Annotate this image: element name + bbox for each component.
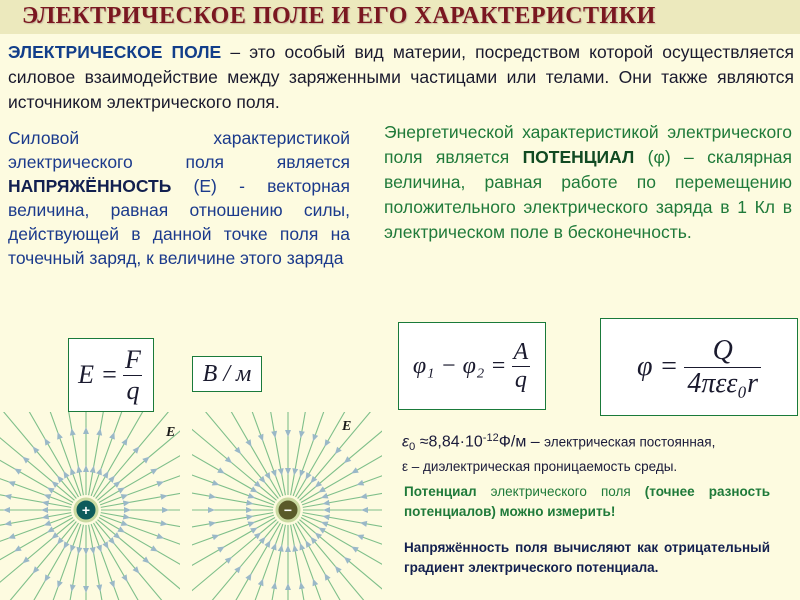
field-arrow <box>258 434 264 442</box>
field-arrow <box>83 465 89 472</box>
field-arrow <box>212 480 220 486</box>
page-title: ЭЛЕКТРИЧЕСКОЕ ПОЛЕ И ЕГО ХАРАКТЕРИСТИКИ <box>22 3 656 29</box>
field-arrow <box>299 582 305 589</box>
phi2-numerator: Q <box>712 334 733 366</box>
field-line <box>99 518 180 576</box>
phi-lhs: φ₁ − φ₂ = <box>412 352 507 379</box>
field-arrow <box>357 480 365 486</box>
field-arrow <box>121 494 129 500</box>
field-line <box>301 518 382 576</box>
field-arrow <box>83 586 89 593</box>
field-arrow <box>160 494 167 500</box>
field-arrow <box>121 438 127 446</box>
field-arrow <box>351 547 359 553</box>
field-arrow <box>64 541 70 549</box>
epsilon-approx: ≈8,84·10 <box>415 433 483 451</box>
field-arrow <box>285 545 291 552</box>
field-arrow <box>156 533 164 539</box>
epsilon-exp: -12 <box>482 432 499 444</box>
field-arrow <box>83 427 89 434</box>
field-arrow <box>4 494 11 500</box>
field-arrow <box>90 547 96 554</box>
field-arrow <box>292 468 298 475</box>
field-arrow <box>300 543 306 551</box>
field-arrow <box>45 438 51 446</box>
field-line <box>192 520 277 594</box>
field-arrow <box>76 547 82 554</box>
field-line <box>223 412 281 497</box>
field-arrow <box>41 507 48 513</box>
field-line <box>63 412 83 495</box>
field-line <box>0 518 73 576</box>
field-arrow <box>96 584 102 591</box>
field-arrow <box>360 493 367 499</box>
field-line <box>298 521 372 600</box>
field-line <box>0 515 72 554</box>
field-arrow <box>292 544 298 551</box>
field-arrow <box>271 543 277 551</box>
field-arrow <box>246 500 253 506</box>
potential-term: ПОТЕНЦИАЛ <box>522 147 635 167</box>
field-arrow <box>212 535 220 541</box>
field-arrow <box>245 573 251 581</box>
field-arrow <box>351 467 359 473</box>
field-arrow <box>70 468 76 476</box>
field-arrow <box>96 428 102 435</box>
field-arrow <box>323 507 330 513</box>
field-arrow <box>321 493 329 499</box>
field-arrow <box>325 439 331 447</box>
field-arrow <box>299 431 305 438</box>
field-arrow <box>102 541 108 549</box>
field-line <box>192 515 274 554</box>
right-part1: Энергетической характеристикой электрического поля является <box>384 122 792 167</box>
field-arrow <box>90 466 96 473</box>
intro-term: ЭЛЕКТРИЧЕСКОЕ ПОЛЕ <box>8 42 222 62</box>
field-arrow <box>306 472 312 480</box>
field-arrow <box>209 493 216 499</box>
field-arrow <box>76 466 82 473</box>
field-arrow <box>209 521 216 527</box>
field-line <box>94 523 152 600</box>
epsilon-note <box>402 428 798 477</box>
e-fraction <box>122 345 144 406</box>
field-arrow <box>357 535 365 541</box>
epsilon-desc1: электрическая постоянная, <box>544 434 716 450</box>
field-arrow <box>57 580 63 588</box>
phi2-lhs: φ = <box>636 351 679 382</box>
field-arrow <box>246 507 253 513</box>
field-line <box>298 412 372 499</box>
field-arrow <box>109 432 115 440</box>
epsilon-symbol: ε <box>402 433 410 451</box>
field-line <box>296 523 354 600</box>
epsilon-sub: 0 <box>409 441 416 454</box>
field-arrow <box>57 432 63 440</box>
field-line <box>91 524 130 600</box>
negative-field-label: E <box>342 419 352 434</box>
field-strength-paragraph <box>8 126 350 270</box>
right-part2: (φ) – скалярная величина, равная работе по перемещению положительного электрического заряда в 1 Кл в электрическом поле в бесконечность. <box>384 147 792 242</box>
field-line <box>0 445 73 503</box>
field-arrow <box>250 486 258 492</box>
phi2-denominator: 4πεε₀r <box>684 367 761 400</box>
field-arrow <box>318 486 326 492</box>
field-arrow <box>271 470 277 478</box>
field-arrow <box>313 579 319 587</box>
field-arrow <box>70 584 76 591</box>
field-line <box>204 412 278 499</box>
field-strength-term: НАПРЯЖЁННОСТЬ <box>8 176 172 196</box>
epsilon-line2: ε – диэлектрическая проницаемость среды. <box>402 459 678 475</box>
field-line <box>21 412 79 497</box>
field-arrow <box>121 520 129 526</box>
field-arrow <box>285 468 291 475</box>
field-line <box>244 412 283 496</box>
field-arrow <box>217 467 225 473</box>
field-arrow <box>96 545 102 553</box>
field-arrow <box>123 500 130 506</box>
field-arrow <box>217 547 225 553</box>
field-line <box>89 412 109 495</box>
field-arrow <box>124 507 131 513</box>
field-line <box>42 524 81 600</box>
field-arrow <box>42 500 49 506</box>
field-arrow <box>83 548 89 555</box>
field-arrow <box>47 488 55 494</box>
field-arrow <box>44 520 52 526</box>
unit-box <box>192 356 262 392</box>
green-c: (точнее разность потенциалов) можно измерить! <box>404 484 770 519</box>
field-arrow <box>14 545 22 551</box>
field-line <box>223 523 281 600</box>
field-arrow <box>47 526 55 532</box>
field-line <box>293 412 332 496</box>
field-arrow <box>44 494 52 500</box>
field-arrow <box>318 528 326 534</box>
field-arrow <box>42 514 49 520</box>
e-denominator: q <box>123 375 142 406</box>
intro-text: – это особый вид материи, посредством которой осуществляется силовое взаимодействие между заряженными частицами или телами. Они также являются источником электрического поля. <box>8 42 794 112</box>
field-arrow <box>245 439 251 447</box>
phi2-fraction <box>684 335 761 400</box>
field-arrow <box>250 528 258 534</box>
phi-numerator: A <box>513 338 529 365</box>
field-arrow <box>102 471 108 479</box>
field-line <box>94 412 152 497</box>
potential-formula <box>600 318 798 416</box>
potential-difference-formula <box>398 322 546 410</box>
positive-charge-field <box>0 412 180 600</box>
field-arrow <box>264 472 270 480</box>
field-arrow <box>300 470 306 478</box>
field-arrow <box>70 428 76 435</box>
field-arrow <box>306 540 312 548</box>
green-b: электрического поля <box>476 484 645 499</box>
field-arrow <box>117 488 125 494</box>
field-arrow <box>321 522 329 528</box>
field-line <box>291 412 311 495</box>
field-arrow <box>360 521 367 527</box>
field-line <box>99 445 180 503</box>
field-arrow <box>162 507 169 513</box>
field-arrow <box>285 430 291 437</box>
field-arrow <box>258 579 264 587</box>
field-line <box>302 466 382 505</box>
field-arrow <box>4 520 11 526</box>
field-line <box>244 524 283 600</box>
field-arrow <box>248 493 256 499</box>
field-line <box>192 518 275 576</box>
negative-charge-symbol: − <box>283 502 293 518</box>
field-arrow <box>123 514 130 520</box>
left-part1: Силовой характеристикой электрического поля является <box>8 128 350 172</box>
field-strength-formula <box>68 338 154 412</box>
field-arrow <box>109 580 115 588</box>
e-lhs: E = <box>78 360 119 389</box>
field-arrow <box>278 468 284 475</box>
field-arrow <box>246 514 253 520</box>
left-part2: (Е) - векторная величина, равная отношению силы, действующей в данной точке поля на точечный заряд, к величине этого заряда <box>8 176 350 268</box>
field-line <box>42 412 81 496</box>
field-arrow <box>121 574 127 582</box>
field-arrow <box>156 481 164 487</box>
field-line <box>192 426 277 500</box>
field-arrow <box>208 507 215 513</box>
field-arrow <box>3 507 10 513</box>
unit-text: В / м <box>202 360 252 387</box>
field-arrow <box>8 533 16 539</box>
field-arrow <box>8 481 16 487</box>
epsilon-unit: Ф/м – <box>498 433 545 451</box>
field-line <box>0 426 75 500</box>
field-arrow <box>313 434 319 442</box>
potential-paragraph <box>384 120 792 245</box>
field-arrow <box>14 469 22 475</box>
field-arrow <box>325 573 331 581</box>
field-line <box>91 412 130 496</box>
field-arrow <box>271 431 277 438</box>
gradient-note: Напряжённость поля вычисляют как отрицательный градиент электрического потенциала. <box>404 540 770 575</box>
field-arrow <box>285 583 291 590</box>
field-line <box>100 466 180 505</box>
epsilon-line1 <box>402 428 798 457</box>
field-line <box>192 445 275 503</box>
field-line <box>100 515 180 554</box>
positive-charge-symbol: + <box>81 502 91 518</box>
field-arrow <box>150 545 158 551</box>
field-arrow <box>271 582 277 589</box>
field-line <box>204 521 278 600</box>
positive-field-label: E <box>166 425 176 440</box>
phi-fraction <box>510 339 531 394</box>
field-line <box>265 412 285 495</box>
field-line <box>301 445 382 503</box>
intro-paragraph <box>8 40 794 115</box>
negative-charge-field <box>192 412 382 600</box>
field-arrow <box>64 471 70 479</box>
field-line <box>0 466 72 505</box>
field-arrow <box>278 544 284 551</box>
field-arrow <box>322 500 329 506</box>
e-numerator: F <box>125 344 141 374</box>
phi-denominator: q <box>512 366 530 394</box>
field-arrow <box>45 574 51 582</box>
field-line <box>302 515 382 554</box>
field-arrow <box>70 545 76 553</box>
green-a: Потенциал <box>404 484 477 499</box>
field-line <box>293 524 332 600</box>
field-line <box>21 523 79 600</box>
field-arrow <box>361 507 368 513</box>
field-arrow <box>96 468 102 476</box>
field-line <box>192 466 274 505</box>
field-arrow <box>322 514 329 520</box>
field-arrow <box>248 522 256 528</box>
measure-note <box>404 482 770 522</box>
field-arrow <box>160 520 167 526</box>
field-arrow <box>150 469 158 475</box>
field-arrow <box>264 540 270 548</box>
field-arrow <box>117 526 125 532</box>
field-line <box>0 520 75 594</box>
